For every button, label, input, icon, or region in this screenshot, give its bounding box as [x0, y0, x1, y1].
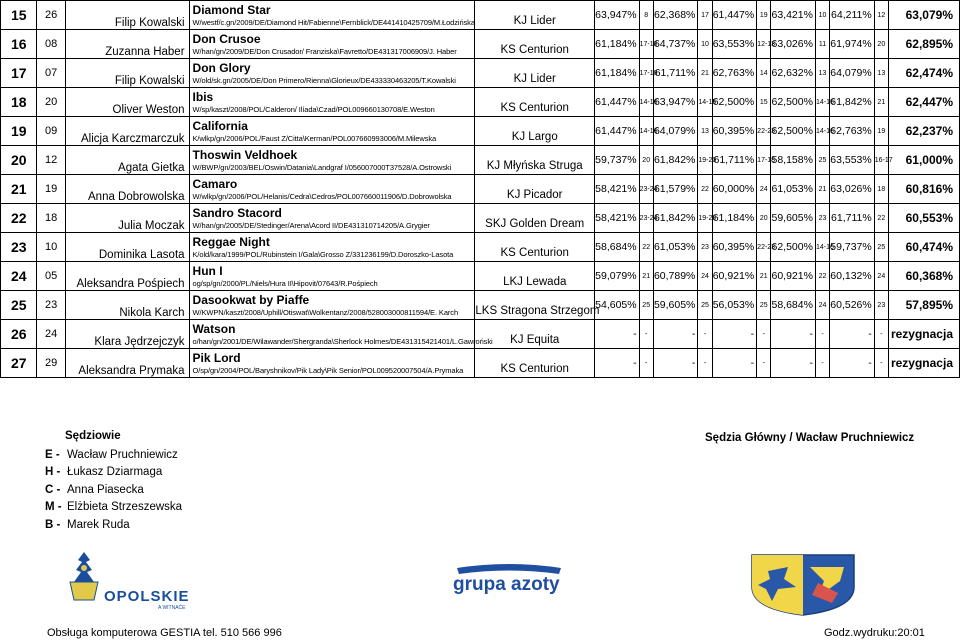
- judge-h-score: 60,789%: [653, 262, 698, 291]
- judge-b-score: 60,132%: [830, 262, 875, 291]
- judge-c-rank: 22-23: [757, 233, 771, 262]
- judge-b-score: -: [830, 320, 875, 349]
- judge-e-score: 59,737%: [595, 146, 640, 175]
- place-cell: 21: [1, 175, 37, 204]
- judge-e-score: 54,605%: [595, 291, 640, 320]
- judge-m-rank: 24: [815, 291, 829, 320]
- judge-name: Anna Piasecka: [67, 483, 144, 496]
- judge-e-score: 58,684%: [595, 233, 640, 262]
- judge-c-rank: 20: [757, 204, 771, 233]
- judge-b-rank: 13: [874, 59, 888, 88]
- horse-name: Diamond Star: [192, 2, 271, 17]
- judge-m-score: 58,158%: [771, 146, 816, 175]
- judge-h-rank: 22: [698, 175, 712, 204]
- judge-m-score: 62,632%: [771, 59, 816, 88]
- horse-description: W/BWP/gn/2003/BEL/Oswin/Datania\Landgraf I/056007000T37528/A.Ostrowski: [192, 162, 452, 172]
- judges-title: Sędziowie: [65, 430, 121, 442]
- horse-name: Pik Lord: [192, 350, 241, 365]
- place-cell: 20: [1, 146, 37, 175]
- rider-cell: Zuzanna Haber: [65, 30, 189, 59]
- judge-e-rank: 14-16: [639, 88, 653, 117]
- judge-c-score: -: [712, 320, 757, 349]
- judge-h-rank: 19-20: [698, 204, 712, 233]
- footer-operator: Obsługa komputerowa GESTIA tel. 510 566 996: [47, 627, 282, 639]
- total-score: 62,895%: [888, 30, 959, 59]
- azoty-logo: [447, 562, 571, 602]
- judge-e-score: 59,079%: [595, 262, 640, 291]
- judge-b-score: 60,526%: [830, 291, 875, 320]
- horse-cell: [189, 146, 475, 175]
- horse-name: Ibis: [192, 89, 214, 104]
- judge-b-rank: -: [874, 349, 888, 378]
- judge-e-score: -: [595, 349, 640, 378]
- judge-name: Marek Ruda: [67, 518, 130, 531]
- judge-e-rank: 21: [639, 262, 653, 291]
- horse-description: W/westf/c.gn/2009/DE/Diamond Hit/Fabienne\Fernblick/DE441410425709/M.Łodzińska: [192, 17, 475, 27]
- judge-c-rank: 12-13: [757, 30, 771, 59]
- total-score: 62,237%: [888, 117, 959, 146]
- opolskie-logo: [50, 548, 210, 610]
- judge-b-score: 59,737%: [830, 233, 875, 262]
- start-number-cell: 24: [37, 320, 65, 349]
- club-cell: KJ Lider: [475, 59, 595, 88]
- horse-description: W/sp/kaszt/2008/POL/Calderon/ Ilíada\Czad/POL009660130708/E.Weston: [192, 104, 435, 114]
- judge-m-rank: 14-16: [815, 88, 829, 117]
- judge-c-rank: 25: [757, 291, 771, 320]
- horse-description: W/han/gn/2009/DE/Don Crusador/ Franziska\Favretto/DE431317006909/J. Haber: [192, 46, 457, 56]
- club-cell: LKS Stragona Strzegom: [475, 291, 595, 320]
- horse-name: Sandro Stacord: [192, 205, 282, 220]
- table-row: [1, 291, 960, 320]
- judge-h-score: 61,579%: [653, 175, 698, 204]
- judge-e-score: -: [595, 320, 640, 349]
- judge-m-rank: -: [815, 320, 829, 349]
- place-cell: 23: [1, 233, 37, 262]
- judge-c-score: -: [712, 349, 757, 378]
- judge-m-score: 62,500%: [771, 88, 816, 117]
- start-number-cell: 18: [37, 204, 65, 233]
- total-score: 62,474%: [888, 59, 959, 88]
- table-row: [1, 262, 960, 291]
- judge-m-score: -: [771, 320, 816, 349]
- judge-b-score: 61,974%: [830, 30, 875, 59]
- horse-cell: [189, 291, 475, 320]
- start-number-cell: 12: [37, 146, 65, 175]
- total-score: rezygnacja: [888, 320, 959, 349]
- rider-cell: Julia Moczak: [65, 204, 189, 233]
- horse-cell: [189, 320, 493, 349]
- judge-row: [45, 481, 182, 499]
- table-row: [1, 117, 960, 146]
- judge-h-rank: -: [698, 320, 712, 349]
- judge-row: [45, 516, 182, 534]
- club-cell: KJ Lider: [475, 1, 595, 30]
- judge-b-rank: 20: [874, 30, 888, 59]
- horse-description: K/old/kara/1999/POL/Rubinstein I/Gala\Grosso Z/331236199/D.Doroszko-Lasota: [192, 249, 454, 259]
- judge-e-rank: 8: [639, 1, 653, 30]
- judge-c-rank: 17-18: [757, 146, 771, 175]
- horse-name: Hun I: [192, 263, 223, 278]
- judge-c-rank: 15: [757, 88, 771, 117]
- judge-b-rank: 25: [874, 233, 888, 262]
- total-score: 60,553%: [888, 204, 959, 233]
- place-cell: 22: [1, 204, 37, 233]
- place-cell: 18: [1, 88, 37, 117]
- judge-h-score: -: [653, 349, 698, 378]
- judge-m-score: 62,500%: [771, 233, 816, 262]
- judge-b-rank: 12: [874, 1, 888, 30]
- rider-cell: Aleksandra Pośpiech: [65, 262, 189, 291]
- judge-b-score: 64,211%: [830, 1, 875, 30]
- start-number-cell: 23: [37, 291, 65, 320]
- judge-position: B -: [45, 518, 61, 531]
- judge-e-score: 61,447%: [595, 117, 640, 146]
- horse-cell: [189, 88, 475, 117]
- judge-c-score: 61,711%: [712, 146, 757, 175]
- coat-of-arms: [748, 553, 858, 617]
- judge-h-score: 61,842%: [653, 146, 698, 175]
- horse-cell: [189, 204, 475, 233]
- judge-m-score: 62,500%: [771, 117, 816, 146]
- judge-m-score: 60,921%: [771, 262, 816, 291]
- horse-description: W/han/gn/2005/DE/Stedinger/Arena\Acord II/DE431310714205/A.Grygier: [192, 220, 430, 230]
- rider-cell: Filip Kowalski: [65, 1, 189, 30]
- judge-name: Łukasz Dziarmaga: [67, 466, 163, 479]
- footer-print-time: Godz.wydruku:20:01: [824, 627, 925, 639]
- horse-description: o/han/gn/2001/DE/Wilawander/Shergranda\Sherlock Holmes/DE431315421401/L.Gawroński: [192, 336, 493, 346]
- club-cell: KJ Młyńska Struga: [475, 146, 595, 175]
- judge-e-rank: 23-24: [639, 204, 653, 233]
- judge-m-rank: 14-16: [815, 233, 829, 262]
- judge-h-rank: 14-15: [698, 88, 712, 117]
- horse-name: Reggae Night: [192, 234, 270, 249]
- horse-cell: [189, 59, 475, 88]
- rider-cell: Aleksandra Prymaka: [65, 349, 189, 378]
- judge-name: Elżbieta Strzeszewska: [67, 501, 183, 514]
- start-number-cell: 10: [37, 233, 65, 262]
- table-row: [1, 59, 960, 88]
- rider-cell: Anna Dobrowolska: [65, 175, 189, 204]
- judge-m-score: 61,053%: [771, 175, 816, 204]
- horse-cell: [189, 233, 475, 262]
- judge-b-rank: 18: [874, 175, 888, 204]
- judge-h-score: 64,079%: [653, 117, 698, 146]
- judge-h-rank: 24: [698, 262, 712, 291]
- total-score: 63,079%: [888, 1, 959, 30]
- judge-m-score: 63,421%: [771, 1, 816, 30]
- judge-h-score: 63,947%: [653, 88, 698, 117]
- horse-cell: [189, 175, 475, 204]
- total-score: 60,474%: [888, 233, 959, 262]
- total-score: 60,368%: [888, 262, 959, 291]
- judges-panel: [45, 430, 182, 534]
- judge-b-score: 63,026%: [830, 175, 875, 204]
- judge-c-score: 60,000%: [712, 175, 757, 204]
- start-number-cell: 19: [37, 175, 65, 204]
- judge-c-score: 63,553%: [712, 30, 757, 59]
- judge-c-rank: 24: [757, 175, 771, 204]
- horse-name: Don Crusoe: [192, 31, 261, 46]
- place-cell: 15: [1, 1, 37, 30]
- club-cell: LKJ Lewada: [475, 262, 595, 291]
- judge-m-rank: -: [815, 349, 829, 378]
- judge-e-rank: 25: [639, 291, 653, 320]
- judge-b-rank: 16-17: [874, 146, 888, 175]
- table-row: [1, 233, 960, 262]
- judge-c-score: 61,184%: [712, 204, 757, 233]
- judge-c-rank: -: [757, 349, 771, 378]
- table-row: [1, 146, 960, 175]
- judge-e-rank: 17-18: [639, 59, 653, 88]
- judge-b-score: 61,711%: [830, 204, 875, 233]
- judge-e-rank: -: [639, 349, 653, 378]
- table-row: [1, 88, 960, 117]
- place-cell: 17: [1, 59, 37, 88]
- judge-h-score: 64,737%: [653, 30, 698, 59]
- judge-position: C -: [45, 483, 61, 496]
- table-row: [1, 349, 960, 378]
- judge-h-rank: -: [698, 349, 712, 378]
- total-score: 57,895%: [888, 291, 959, 320]
- rider-cell: Filip Kowalski: [65, 59, 189, 88]
- judge-e-score: 63,947%: [595, 1, 640, 30]
- horse-description: W/old/sk.gn/2005/DE/Don Primero/Rienna\Glorieux/DE433330463205/T.Kowalski: [192, 75, 456, 85]
- start-number-cell: 29: [37, 349, 65, 378]
- place-cell: 24: [1, 262, 37, 291]
- judge-e-rank: 23-24: [639, 175, 653, 204]
- judge-c-score: 60,921%: [712, 262, 757, 291]
- judge-b-rank: 21: [874, 88, 888, 117]
- judge-h-rank: 23: [698, 233, 712, 262]
- judge-h-score: -: [653, 320, 698, 349]
- judge-position: E -: [45, 448, 60, 461]
- horse-name: Dasookwat by Piaffe: [192, 292, 310, 307]
- total-score: 62,447%: [888, 88, 959, 117]
- judge-b-score: 61,842%: [830, 88, 875, 117]
- judge-c-rank: 21: [757, 262, 771, 291]
- horse-description: K/wlkp/gn/2006/POL/Faust Z/Citta\Kerman/POL007660993006/M.Milewska: [192, 133, 437, 143]
- rider-cell: Klara Jędrzejczyk: [65, 320, 189, 349]
- horse-cell: [189, 349, 475, 378]
- table-row: [1, 204, 960, 233]
- judge-m-score: 59,605%: [771, 204, 816, 233]
- table-row: [1, 320, 960, 349]
- table-row: [1, 1, 960, 30]
- judge-b-rank: 19: [874, 117, 888, 146]
- coat-of-arms-icon: [748, 553, 858, 617]
- judge-b-rank: 22: [874, 204, 888, 233]
- judge-row: [45, 446, 182, 464]
- judge-m-rank: 14-16: [815, 117, 829, 146]
- judge-m-score: -: [771, 349, 816, 378]
- place-cell: 19: [1, 117, 37, 146]
- judge-c-score: 60,395%: [712, 117, 757, 146]
- horse-description: og/sp/gn/2000/PL/Niels/Hura II\Hipovit/07643/R.Pośpiech: [192, 278, 378, 288]
- start-number-cell: 09: [37, 117, 65, 146]
- judge-c-rank: 14: [757, 59, 771, 88]
- total-score: 61,000%: [888, 146, 959, 175]
- judge-b-score: 62,763%: [830, 117, 875, 146]
- judge-name: Wacław Pruchniewicz: [67, 448, 178, 461]
- chief-judge: Sędzia Główny / Wacław Pruchniewicz: [705, 432, 915, 444]
- start-number-cell: 26: [37, 1, 65, 30]
- club-cell: KS Centurion: [475, 88, 595, 117]
- judge-b-rank: -: [874, 320, 888, 349]
- judge-h-rank: 10: [698, 30, 712, 59]
- azoty-logo-text: grupa azoty: [453, 574, 560, 595]
- place-cell: 16: [1, 30, 37, 59]
- horse-name: Thoswin Veldhoek: [192, 147, 298, 162]
- opolskie-logo-text: OPOLSKIE: [104, 588, 190, 605]
- judge-m-rank: 21: [815, 175, 829, 204]
- horse-name: Don Glory: [192, 60, 251, 75]
- judge-m-score: 58,684%: [771, 291, 816, 320]
- judge-m-rank: 23: [815, 204, 829, 233]
- judge-c-rank: 22-23: [757, 117, 771, 146]
- table-row: [1, 175, 960, 204]
- total-score: rezygnacja: [888, 349, 959, 378]
- judge-e-score: 58,421%: [595, 175, 640, 204]
- judge-e-score: 61,447%: [595, 88, 640, 117]
- horse-name: Camaro: [192, 176, 238, 191]
- judge-h-rank: 21: [698, 59, 712, 88]
- judge-m-rank: 22: [815, 262, 829, 291]
- horse-description: O/sp/gn/2004/POL/Baryshnikov/Pik Lady\Pik Senior/POL009520007504/A.Prymaka: [192, 365, 464, 375]
- judge-h-rank: 19-20: [698, 146, 712, 175]
- rider-cell: Agata Gietka: [65, 146, 189, 175]
- judge-h-rank: 17: [698, 1, 712, 30]
- club-cell: SKJ Golden Dream: [475, 204, 595, 233]
- horse-cell: [189, 1, 475, 30]
- rider-cell: Alicja Karczmarczuk: [65, 117, 189, 146]
- horse-name: California: [192, 118, 248, 133]
- judge-h-score: 59,605%: [653, 291, 698, 320]
- judge-row: [45, 464, 182, 482]
- horse-description: W/wlkp/gn/2006/POL/Helanis/Cedra\Cedros/POL007660011906/D.Dobrowolska: [192, 191, 452, 201]
- judge-m-rank: 13: [815, 59, 829, 88]
- horse-name: Watson: [192, 321, 236, 336]
- horse-description: W/KWPN/kaszt/2008/Uphill/Otiswat\Wolkentanz/2008/528003000811594/E. Karch: [192, 307, 459, 317]
- judge-e-score: 61,184%: [595, 30, 640, 59]
- judge-c-score: 60,395%: [712, 233, 757, 262]
- judge-e-rank: 22: [639, 233, 653, 262]
- club-cell: KJ Equita: [475, 320, 595, 349]
- judge-e-rank: 17-18: [639, 30, 653, 59]
- opolskie-logo-subtext: A WITNAĆE: [158, 605, 186, 611]
- judge-m-rank: 10: [815, 1, 829, 30]
- judge-h-rank: 25: [698, 291, 712, 320]
- judge-m-rank: 11: [815, 30, 829, 59]
- judge-position: H -: [45, 466, 61, 479]
- judge-b-score: -: [830, 349, 875, 378]
- rider-cell: Oliver Weston: [65, 88, 189, 117]
- judge-e-rank: 14-16: [639, 117, 653, 146]
- total-score: 60,816%: [888, 175, 959, 204]
- judge-c-rank: -: [757, 320, 771, 349]
- club-cell: KS Centurion: [475, 30, 595, 59]
- start-number-cell: 08: [37, 30, 65, 59]
- judge-c-score: 61,447%: [712, 1, 757, 30]
- place-cell: 26: [1, 320, 37, 349]
- judge-position: M -: [45, 501, 62, 514]
- horse-cell: [189, 117, 475, 146]
- start-number-cell: 20: [37, 88, 65, 117]
- place-cell: 27: [1, 349, 37, 378]
- horse-cell: [189, 262, 475, 291]
- judge-c-score: 62,500%: [712, 88, 757, 117]
- judge-e-score: 61,184%: [595, 59, 640, 88]
- judge-h-score: 61,711%: [653, 59, 698, 88]
- judge-e-score: 58,421%: [595, 204, 640, 233]
- club-cell: KS Centurion: [475, 233, 595, 262]
- judge-row: [45, 499, 182, 517]
- judge-h-score: 61,842%: [653, 204, 698, 233]
- judge-c-score: 62,763%: [712, 59, 757, 88]
- judge-h-rank: 13: [698, 117, 712, 146]
- horse-cell: [189, 30, 475, 59]
- place-cell: 25: [1, 291, 37, 320]
- club-cell: KS Centurion: [475, 349, 595, 378]
- judge-e-rank: -: [639, 320, 653, 349]
- judge-h-score: 61,053%: [653, 233, 698, 262]
- judge-c-score: 56,053%: [712, 291, 757, 320]
- judge-h-score: 62,368%: [653, 1, 698, 30]
- start-number-cell: 07: [37, 59, 65, 88]
- rider-cell: Dominika Lasota: [65, 233, 189, 262]
- judge-b-score: 63,553%: [830, 146, 875, 175]
- judge-b-rank: 23: [874, 291, 888, 320]
- club-cell: KJ Picador: [475, 175, 595, 204]
- judge-e-rank: 20: [639, 146, 653, 175]
- club-cell: KJ Largo: [475, 117, 595, 146]
- table-row: [1, 30, 960, 59]
- judge-m-rank: 25: [815, 146, 829, 175]
- judge-b-rank: 24: [874, 262, 888, 291]
- judge-c-rank: 19: [757, 1, 771, 30]
- start-number-cell: 05: [37, 262, 65, 291]
- judge-m-score: 63,026%: [771, 30, 816, 59]
- rider-cell: Nikola Karch: [65, 291, 189, 320]
- judge-b-score: 64,079%: [830, 59, 875, 88]
